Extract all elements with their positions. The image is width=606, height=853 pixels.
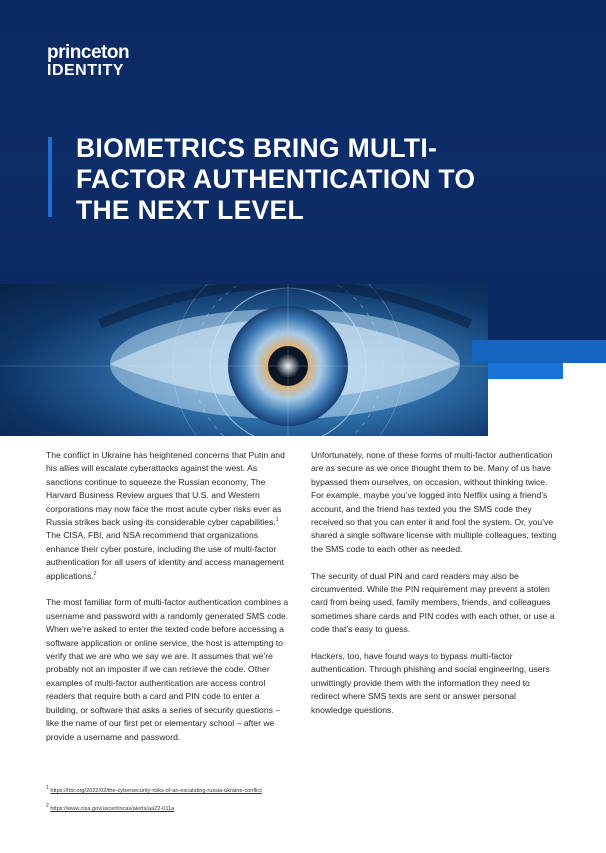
logo-top-text: princeton xyxy=(47,42,130,63)
biometric-eye-icon xyxy=(0,284,488,436)
hero-eye-image xyxy=(0,284,488,436)
paragraph: Hackers, too, have found ways to bypass multi-factor authentication. Through phishing and social engineering, users unwittingly provide them with the information they need to redirect where SMS texts are sent or answer personal knowledge questions. xyxy=(311,651,550,715)
page-title: BIOMETRICS BRING MULTI-FACTOR AUTHENTICATION TO THE NEXT LEVEL xyxy=(76,133,476,225)
left-column xyxy=(46,449,293,757)
princeton-identity-logo xyxy=(47,44,129,80)
paragraph xyxy=(46,449,293,583)
paragraph: The security of dual PIN and card readers may also be circumvented. While the PIN requirement may prevent a stolen card from being used, family members, friends, and colleagues sometimes share cards and PIN codes with each other, or use a code that’s easy to guess. xyxy=(311,570,555,635)
footnote-number: 1 xyxy=(46,785,49,792)
accent-block xyxy=(488,363,563,379)
paragraph-text: The CISA, FBI, and NSA recommend that organizations enhance their cyber posture, including the use of multi-factor authentication for all users of identity and access management applications. xyxy=(46,530,284,581)
accent-block xyxy=(472,340,606,363)
right-column xyxy=(311,449,558,730)
footnote-number: 2 xyxy=(46,803,49,810)
paragraph: Unfortunately, none of these forms of multi-factor authentication are as secure as we once thought them to be. Many of us have bypassed them ourselves, on occasion, without thinking twice. For example, maybe you’ve logged into Netflix using a friend’s account, and the friend has texted you the SMS code they received so that you can enter it and fool the system. Or, you’ve shared a single software license with multiple colleagues, texting the SMS code to each other as needed. xyxy=(311,450,557,554)
paragraph: The most familiar form of multi-factor authentication combines a username and password with a randomly generated SMS code. When we’re asked to enter the texted code before accessing a software application or online service, the host is attempting to verify that we are who we say we are. It assumes that we’re probably not an imposter if we can retrieve the code. Other examples of multi-factor authentication are access control readers that require both a card and PIN code to enter a building, or software that asks a series of security questions – like the name of our first pet or elementary school – after we provide a username and password. xyxy=(46,597,289,742)
footnote xyxy=(46,782,262,800)
footnote-ref: 1 xyxy=(275,517,279,524)
header-band-extension xyxy=(488,284,606,342)
logo-bottom-text: IDENTITY xyxy=(47,62,124,79)
footnote-ref: 2 xyxy=(93,570,97,577)
footnotes xyxy=(46,782,262,818)
footnote-link[interactable]: https://hbr.org/2022/02/the-cybersecurity-risks-of-an-escalating-russia-ukraine-conflict xyxy=(50,788,262,794)
title-accent-bar xyxy=(48,137,52,217)
footnote-link[interactable]: https://www.cisa.gov/uscert/ncas/alerts/aa22-011a xyxy=(50,806,175,812)
footnote xyxy=(46,800,262,818)
paragraph-text: The conflict in Ukraine has heightened concerns that Putin and his allies will escalate cyberattacks against the west. As sanctions continue to squeeze the Russian economy, The Harvard Business Review argues that U.S. and Western corporations may now face the most acute cyber risks ever as Russia strikes back using its considerable cyber capabilities. xyxy=(46,450,285,528)
